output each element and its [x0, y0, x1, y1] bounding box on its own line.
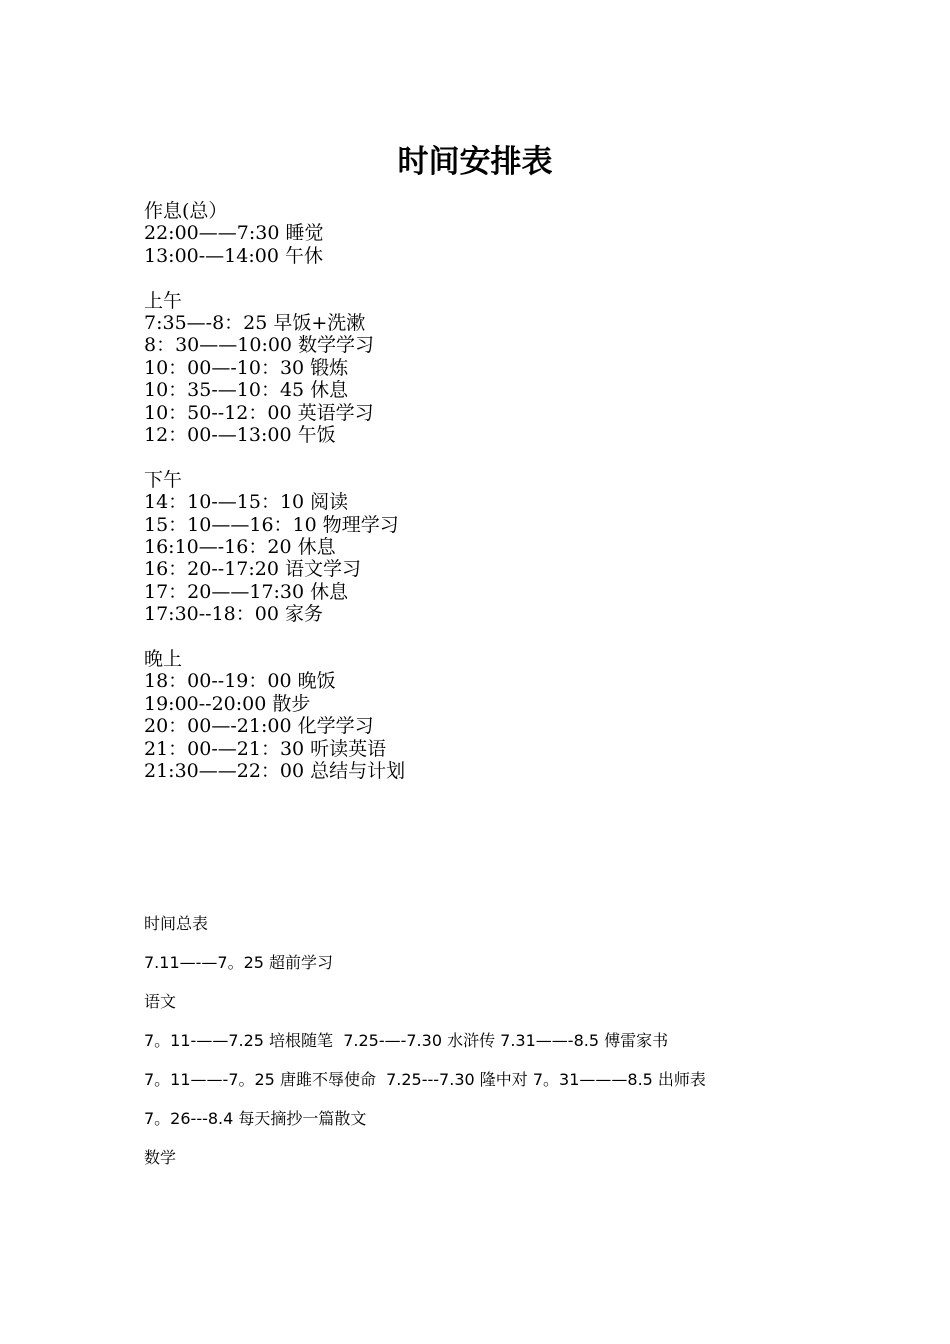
overview-subject-heading: 数学 — [144, 1148, 177, 1167]
schedule-section-evening — [144, 648, 844, 782]
schedule-section-morning — [144, 290, 844, 447]
schedule-item: 20：00—-21:00 化学学习 — [144, 715, 374, 738]
schedule-item: 16：20--17:20 语文学习 — [144, 558, 361, 581]
schedule-item: 14：10-—15：10 阅读 — [144, 491, 349, 514]
time-overview — [144, 910, 904, 1183]
section-heading: 作息(总） — [144, 200, 228, 222]
section-heading: 晚上 — [144, 648, 183, 671]
schedule-item: 10：50--12：00 英语学习 — [144, 401, 374, 424]
schedule-item: 16:10—-16：20 休息 — [144, 536, 336, 559]
schedule-item: 10：35-—10：45 休息 — [144, 379, 349, 402]
overview-line: 7。26---8.4 每天摘抄一篇散文 — [144, 1109, 367, 1128]
section-heading: 上午 — [144, 289, 183, 312]
schedule-item: 22:00——7:30 睡觉 — [144, 222, 324, 245]
daily-schedule — [144, 200, 844, 805]
schedule-item: 10：00—-10：30 锻炼 — [144, 356, 349, 379]
overview-line: 7.11—-—7。25 超前学习 — [144, 953, 334, 972]
schedule-item: 18：00--19：00 晚饭 — [144, 670, 336, 693]
schedule-item: 17：20——17:30 休息 — [144, 580, 349, 603]
section-heading: 下午 — [144, 468, 183, 491]
overview-subject-heading: 语文 — [144, 992, 177, 1011]
overview-line: 7。11——-7。25 唐雎不辱使命 7.25---7.30 隆中对 7。31———8.5 出师表 — [144, 1070, 706, 1089]
schedule-item: 13:00-—14:00 午休 — [144, 244, 323, 267]
schedule-item: 8：30——10:00 数学学习 — [144, 334, 375, 357]
page-title: 时间安排表 — [397, 144, 553, 180]
schedule-item: 12：00-—13:00 午饭 — [144, 424, 336, 447]
schedule-item: 7:35—-8：25 早饭+洗漱 — [144, 312, 366, 335]
overview-heading: 时间总表 — [144, 914, 209, 933]
schedule-item: 17:30--18：00 家务 — [144, 603, 323, 626]
overview-line: 7。11-——7.25 培根随笔 7.25-—-7.30 水浒传 7.31——-8.5 傅雷家书 — [144, 1031, 669, 1050]
schedule-section-rest — [144, 200, 844, 267]
schedule-section-afternoon — [144, 469, 844, 626]
schedule-item: 21：00-—21：30 听读英语 — [144, 737, 387, 760]
schedule-item: 21:30——22：00 总结与计划 — [144, 760, 406, 783]
schedule-item: 19:00--20:00 散步 — [144, 692, 311, 715]
schedule-item: 15：10——16：10 物理学习 — [144, 513, 399, 536]
